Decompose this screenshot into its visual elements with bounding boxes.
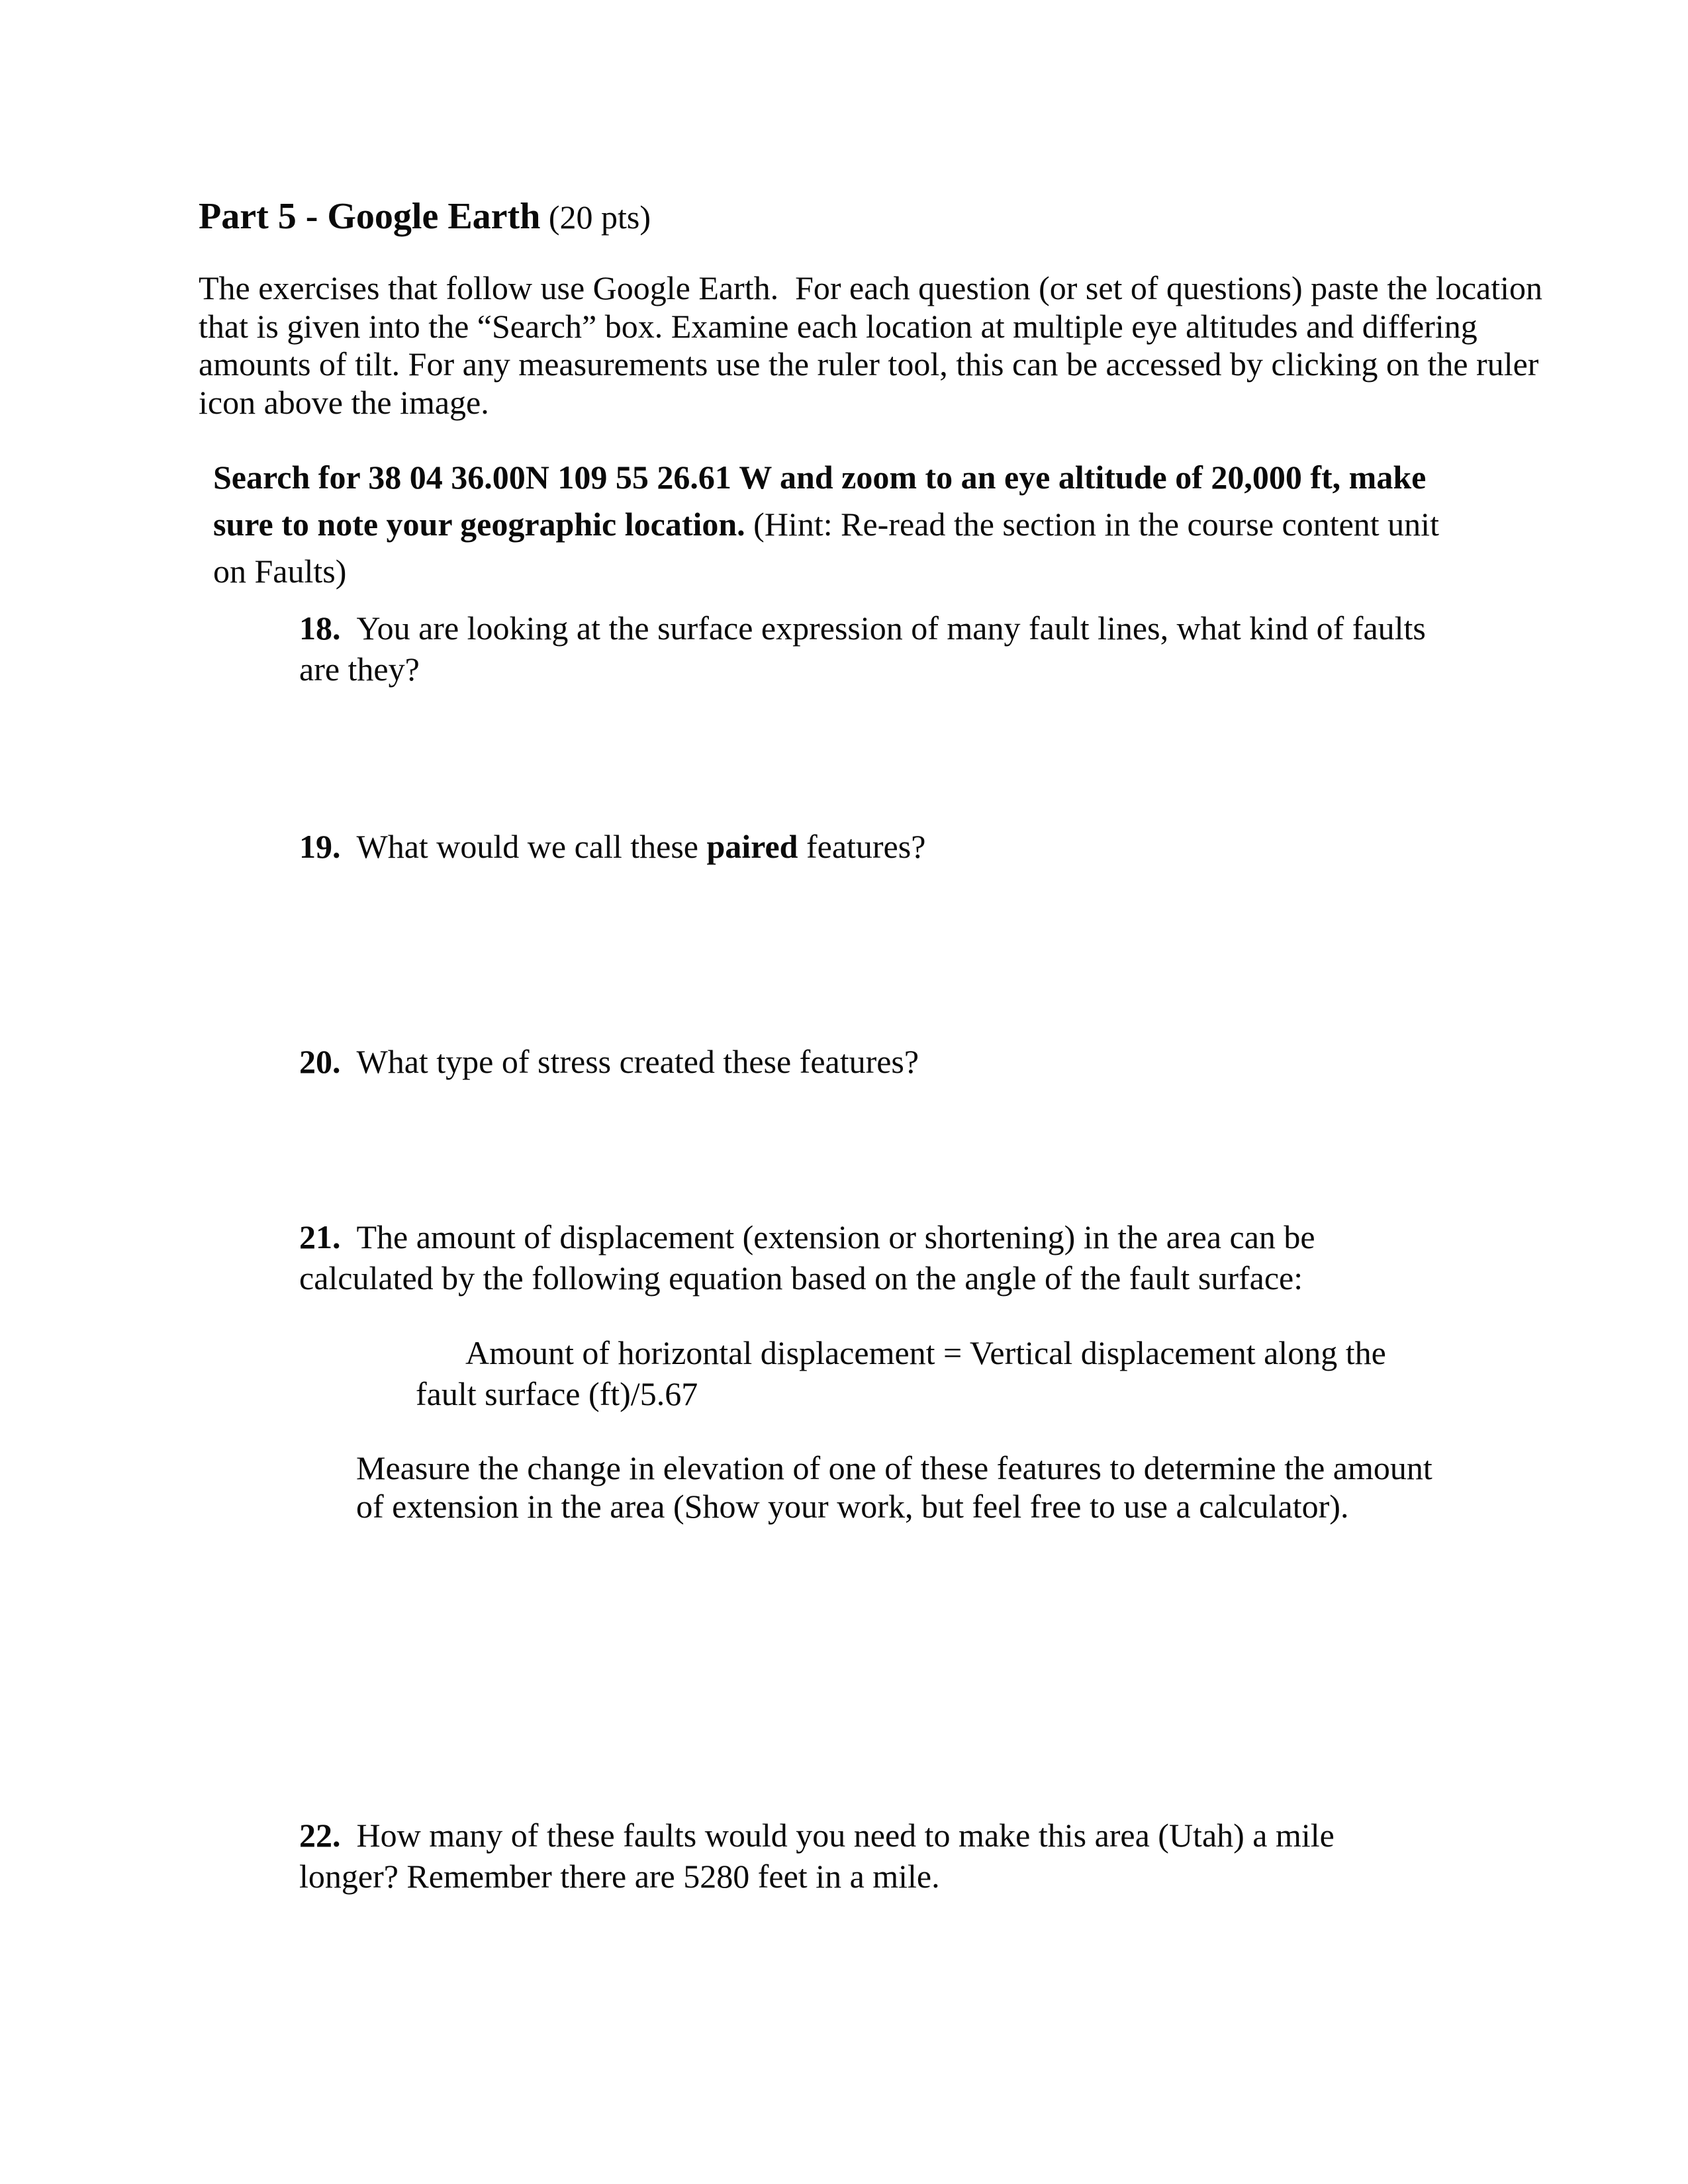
question-text: How many of these faults would you need to make this area (Utah) a mile (356, 1817, 1335, 1854)
question-text: features? (798, 828, 926, 865)
text-line (213, 501, 1439, 548)
text-line: of extension in the area (Show your work, but feel free to use a calculator). (356, 1487, 1349, 1525)
question-19 (299, 826, 925, 867)
text-line: Search for 38 04 36.00N 109 55 26.61 W and zoom to an eye altitude of 20,000 ft, make (213, 459, 1427, 496)
question-text: What type of stress created these features? (356, 1043, 919, 1080)
text-line: that is given into the “Search” box. Examine each location at multiple eye altitudes and differing (199, 307, 1477, 345)
text-line: are they? (299, 651, 420, 688)
search-instruction-hint: (Hint: Re-read the section in the course content unit (745, 506, 1439, 543)
section-title-points: (20 pts) (540, 199, 651, 236)
question-number: 19. (299, 828, 341, 865)
text-line (299, 1041, 919, 1082)
question-number: 21. (299, 1218, 341, 1255)
question-text: You are looking at the surface expression of many fault lines, what kind of faults (356, 610, 1426, 647)
text-line (299, 608, 1426, 649)
question-text-bold: paired (706, 828, 798, 865)
question-number: 20. (299, 1043, 341, 1080)
question-number: 18. (299, 610, 341, 647)
question-21 (299, 1216, 1315, 1298)
text-line (299, 826, 925, 867)
text-line: on Faults) (213, 553, 347, 590)
question-22 (299, 1815, 1335, 1897)
question-text: What would we call these (356, 828, 707, 865)
measure-instruction (356, 1449, 1432, 1525)
text-line: amounts of tilt. For any measurements use the ruler tool, this can be accessed by clicking on the ruler (199, 345, 1539, 383)
section-title-text: Part 5 - Google Earth (199, 196, 541, 237)
text-line: icon above the image. (199, 383, 489, 421)
text-line (299, 1815, 1335, 1856)
text-line: longer? Remember there are 5280 feet in a mile. (299, 1858, 940, 1895)
intro-paragraph (199, 269, 1542, 422)
displacement-equation (416, 1332, 1386, 1414)
text-line: The exercises that follow use Google Earth. For each question (or set of questions) paste the location (199, 269, 1542, 306)
question-text: The amount of displacement (extension or shortening) in the area can be (356, 1218, 1315, 1255)
text-line: Measure the change in elevation of one of these features to determine the amount (356, 1449, 1432, 1486)
section-title (199, 195, 651, 238)
question-20 (299, 1041, 919, 1082)
text-line: calculated by the following equation based on the angle of the fault surface: (299, 1259, 1303, 1297)
question-18 (299, 608, 1426, 690)
search-instruction-bold: sure to note your geographic location. (213, 506, 745, 543)
equation-line: Amount of horizontal displacement = Vertical displacement along the (465, 1334, 1386, 1371)
text-line (299, 1216, 1315, 1257)
search-instruction (213, 454, 1439, 595)
question-number: 22. (299, 1817, 341, 1854)
equation-line: fault surface (ft)/5.67 (416, 1375, 698, 1412)
